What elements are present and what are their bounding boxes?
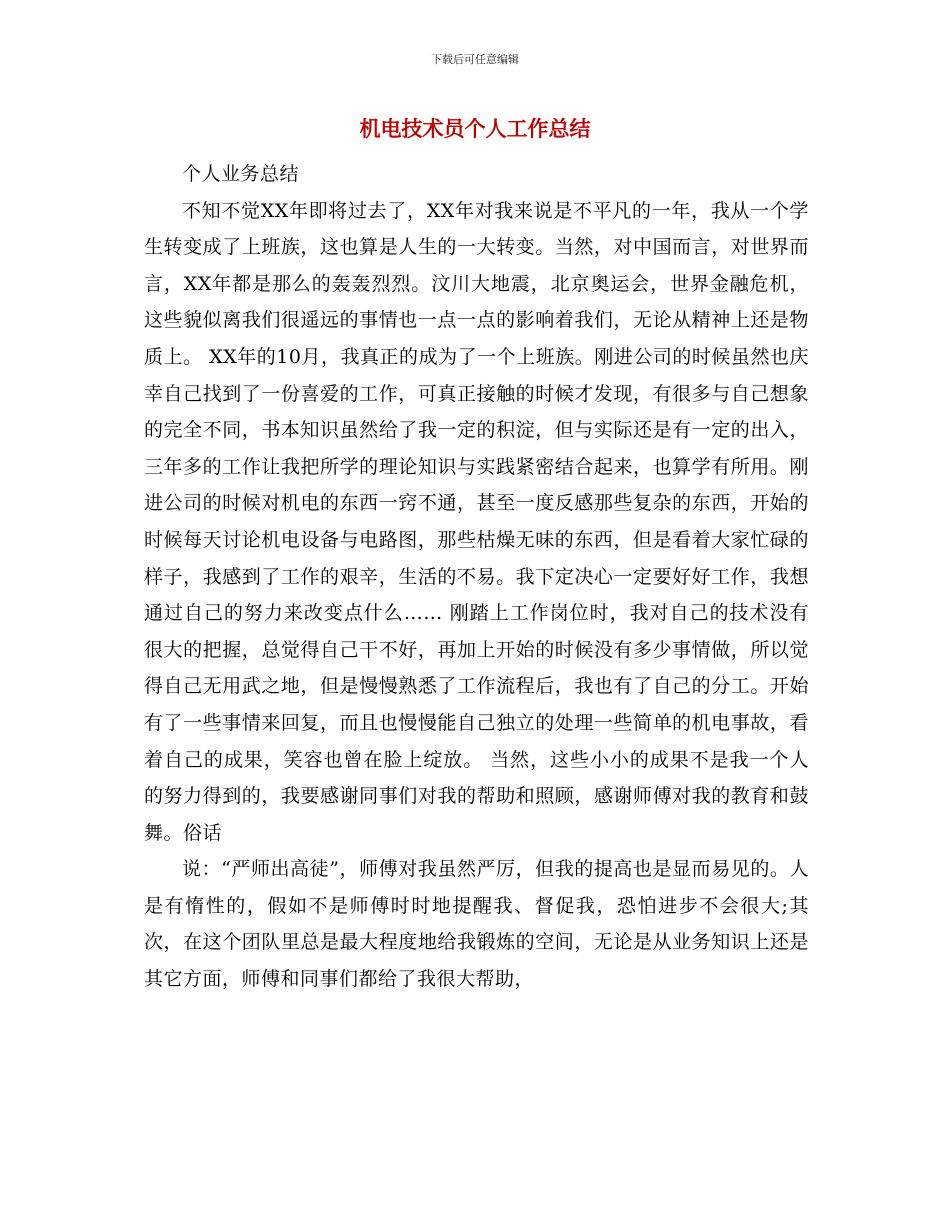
header-note: 下载后可任意编辑 <box>431 53 519 66</box>
document-body <box>144 156 809 998</box>
paragraph-continuation: 说：“严师出高徒”，师傅对我虽然严厉，但我的提高也是显而易见的。人是有惰性的，假如不是师傅时时地提醒我、督促我，恐怕进步不会很大;其次，在这个团队里总是最大程度地给我锻炼的空间，无论是从业务知识上还是其它方面，师傅和同事们都给了我很大帮助， <box>144 858 809 991</box>
paragraph-section-heading: 个人业务总结 <box>182 163 300 185</box>
paragraph-main: 不知不觉XX年即将过去了，XX年对我来说是不平凡的一年，我从一个学生转变成了上班族，这也算是人生的一大转变。当然，对中国而言，对世界而言，XX年都是那么的轰轰烈烈。汶川大地震，北京奥运会，世界金融危机，这些貌似离我们很遥远的事情也一点一点的影响着我们，无论从精神上还是物质上。 XX年的10月，我真正的成为了一个上班族。刚进公司的时候虽然也庆幸自己找到了一份喜爱的工作，可真正接触的时候才发现，有很多与自己想象的完全不同，书本知识虽然给了我一定的积淀，但与实际还是有一定的出入，三年多的工作让我把所学的理论知识与实践紧密结合起来，也算学有所用。刚进公司的时候对机电的东西一窍不通，甚至一度反感那些复杂的东西，开始的时候每天讨论机电设备与电路图，那些枯燥无味的东西，但是看着大家忙碌的样子，我感到了工作的艰辛，生活的不易。我下定决心一定要好好工作，我想通过自己的努力来改变点什么…… 刚踏上工作岗位时，我对自己的技术没有很大的把握，总觉得自己干不好，再加上开始的时候没有多少事情做，所以觉得自己无用武之地，但是慢慢熟悉了工作流程后，我也有了自己的分工。开始有了一些事情来回复，而且也慢慢能自己独立的处理一些简单的机电事故，看着自己的成果，笑容也曾在脸上绽放。 当然，这些小小的成果不是我一个人的努力得到的，我要感谢同事们对我的帮助和照顾，感谢师傅对我的教育和鼓舞。俗话 <box>144 199 809 844</box>
document-title: 机电技术员个人工作总结 <box>359 116 591 141</box>
